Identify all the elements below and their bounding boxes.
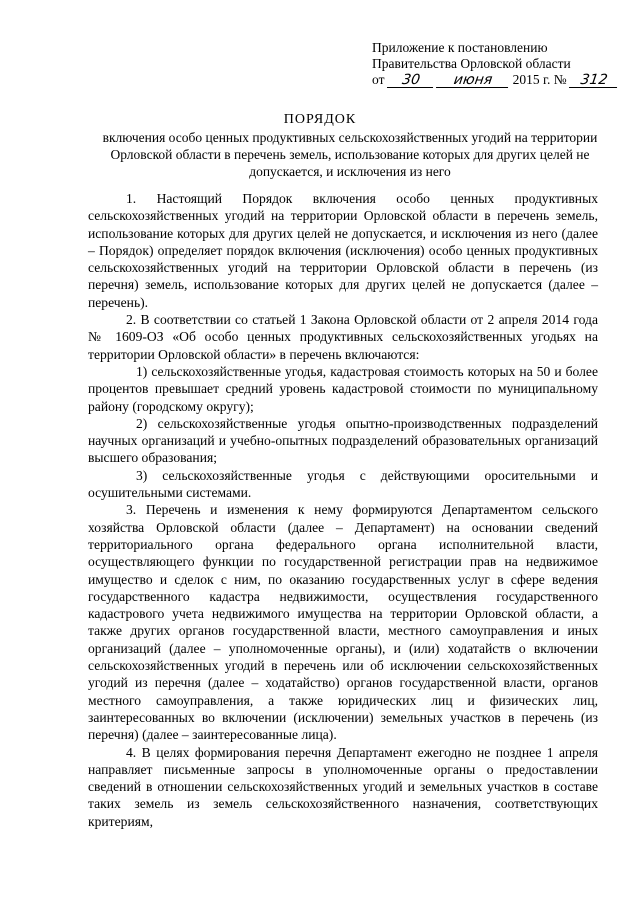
date-year: 2015 г. [512,72,551,87]
paragraph-2: 2. В соответствии со статьей 1 Закона Орловской области от 2 апреля 2014 года № 1609-ОЗ «Об особо ценных продуктивных сельскохозяйственных угодьях на территории Орловской области» в перечень включаются: [88,312,598,362]
date-month: июня [436,73,510,88]
date-number-line [372,72,618,88]
paragraph-4: 4. В целях формирования перечня Департамент ежегодно не позднее 1 апреля направляет письменные запросы в уполномоченные органы о предоставлении сведений в отношении сельскохозяйственных угодий и земельных участков в составе таких земель из земель сельскохозяйственного назначения, соответствующих критериям, [88,744,598,829]
document-title: ПОРЯДОК [283,112,357,127]
number-prefix: № [553,72,567,87]
document-number: 312 [569,73,619,88]
appendix-line-1: Приложение к постановлению [372,40,548,55]
paragraph-2-item-3: 3) сельскохозяйственные угодья с действующими оросительными и осушительными системами. [88,467,598,501]
date-day: 30 [387,73,435,88]
document-body [88,190,598,830]
date-prefix: от [372,72,385,87]
document-subtitle: включения особо ценных продуктивных сельскохозяйственных угодий на территории Орловской области в перечень земель, использование которых для других целей не допускается, и исключения из него [102,130,598,179]
paragraph-3: 3. Перечень и изменения к нему формируются Департаментом сельского хозяйства Орловской области (далее – Департамент) на основании сведений территориального органа федерального органа исполнительной власти, осуществляющего функции по государственной регистрации прав на недвижимое имущество и сделок с ним, по оказанию государственных услуг в сфере ведения государственного кадастра недвижимости, осуществления государственного кадастрового учета недвижимого имущества на территории Орловской области, а также других органов государственной власти, местного самоуправления и иных организаций (далее – уполномоченные органы), и (или) ходатайств о включении сельскохозяйственных угодий в перечень или об исключении сельскохозяйственных угодий из перечня (далее – ходатайство) органов государственной власти, органов местного самоуправления, а также юридических лиц и физических лиц, заинтересованных во включении (исключении) земельных участков в перечень (из перечня) (далее – заинтересованные лица). [88,502,598,743]
paragraph-2-item-2: 2) сельскохозяйственные угодья опытно-производственных подразделений научных организаций и учебно-опытных подразделений образовательных организаций высшего образования; [88,415,598,466]
paragraph-1: 1. Настоящий Порядок включения особо ценных продуктивных сельскохозяйственных угодий на территории Орловской области в перечень земель, использование которых для других целей не допускается, и исключения из него (далее – Порядок) определяет порядок включения (исключения) особо ценных продуктивных сельскохозяйственных угодий на территории Орловской области в перечень (из перечня) земель, использование которых для других целей не допускается (далее – перечень). [88,191,598,310]
appendix-block [372,40,618,88]
appendix-line-2: Правительства Орловской области [372,56,571,71]
paragraph-2-item-1: 1) сельскохозяйственные угодья, кадастровая стоимость которых на 50 и более процентов превышает средний уровень кадастровой стоимости по муниципальному району (городскому округу); [88,363,598,414]
